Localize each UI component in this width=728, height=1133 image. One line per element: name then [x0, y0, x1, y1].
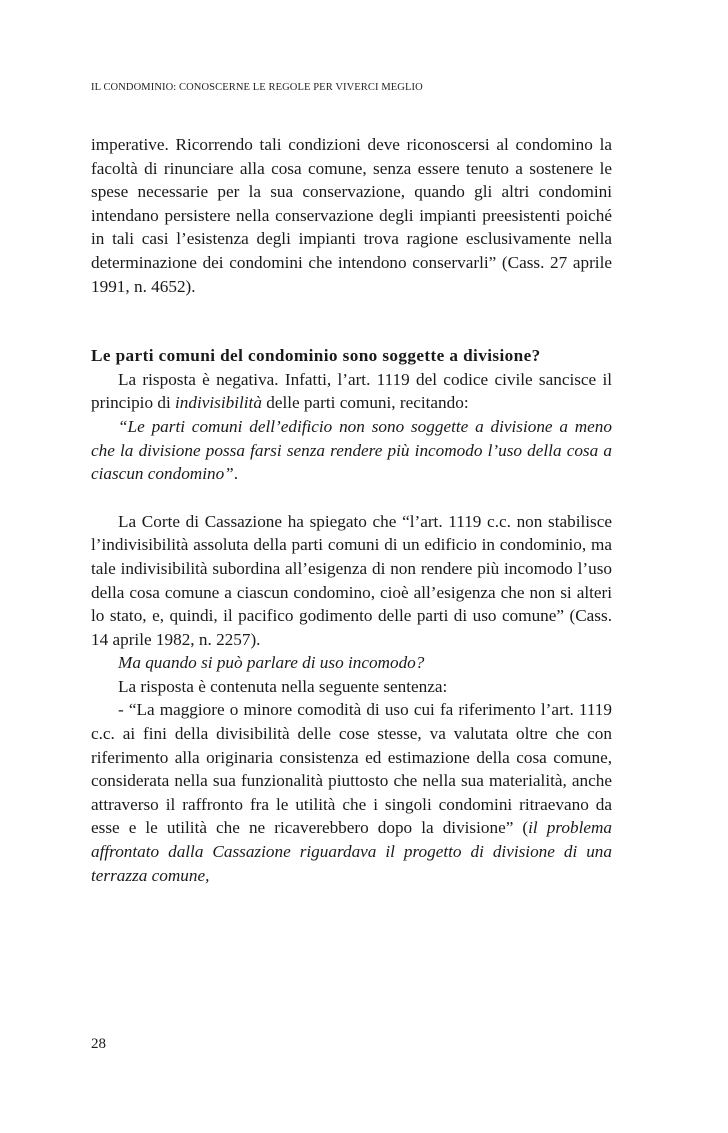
sentence-emphasis: il problema affrontato dalla Cassazione riguardava il progetto di divisione di una terrazza comune, [91, 818, 613, 885]
answer-text-after: delle parti comuni, recitando: [261, 393, 469, 413]
answer-line: La risposta è contenuta nella seguente sentenza: [118, 676, 448, 696]
running-head: IL CONDOMINIO: CONOSCERNE LE REGOLE PER VIVERCI MEGLIO [91, 82, 423, 93]
paragraph-gap [91, 486, 612, 510]
article-quote [91, 415, 612, 486]
page-number: 28 [91, 1036, 106, 1052]
emphasis-indivisibilita: indivisibilità [175, 393, 262, 413]
answer-text-before: La risposta è negativa. Infatti, l’art. 1119 del codice civile sancisce il principio di [91, 369, 612, 413]
cassazione-paragraph: La Corte di Cassazione ha spiegato che “l’art. 1119 c.c. non stabilisce l’indivisibilità assoluta della parti comuni di un edificio in condominio, ma tale indivisibilità subordina all’esigenza di non rendere più incomodo l’uso della cosa comune a ciascun condomino, cioè all’esigenza che non si alteri lo stato, e, quindi, il pacifico godimento delle parti di uso comune” (Cass. 14 aprile 1982, n. 2257). [91, 511, 612, 649]
sentence-text: - “La maggiore o minore comodità di uso cui fa riferimento l’art. 1119 c.c. ai fini della divisibilità delle cose stesse, va valutata oltre che con riferimento alla originaria consistenza ed estimazione della cosa comune, considerata nella sua funzionalità piuttosto che nella sua materialità, anche attraverso il raffronto fra le utilità che i singoli condomini ritraevano da esse e le utilità che ne ricaverebbero dopo la divisione” ( [91, 700, 612, 838]
question-line: Ma quando si può parlare di uso incomodo? [118, 653, 425, 673]
sentence-paragraph [91, 698, 612, 887]
section-heading: Le parti comuni del condominio sono soggette a divisione? [91, 346, 541, 366]
section-gap [91, 298, 612, 344]
page-body [91, 133, 612, 887]
answer-paragraph [91, 368, 612, 415]
paragraph-continuation: imperative. Ricorrendo tali condizioni deve riconoscersi al condomino la facoltà di rinunciare alla cosa comune, senza essere tenuto a sostenere le spese necessarie per la sua conservazione, quando gli altri condomini intendano persistere nella conservazione degli impianti preesistenti poiché in tali casi l’esistenza degli impianti trova ragione esclusivamente nella determinazione dei condomini che intendono conservarli” (Cass. 27 aprile 1991, n. 4652). [91, 135, 612, 296]
article-quote-tail: . [233, 464, 239, 484]
article-quote-text: “Le parti comuni dell’edificio non sono soggette a divisione a meno che la divisione possa farsi senza rendere più incomodo l’uso della cosa a ciascun condomino” [91, 416, 612, 484]
